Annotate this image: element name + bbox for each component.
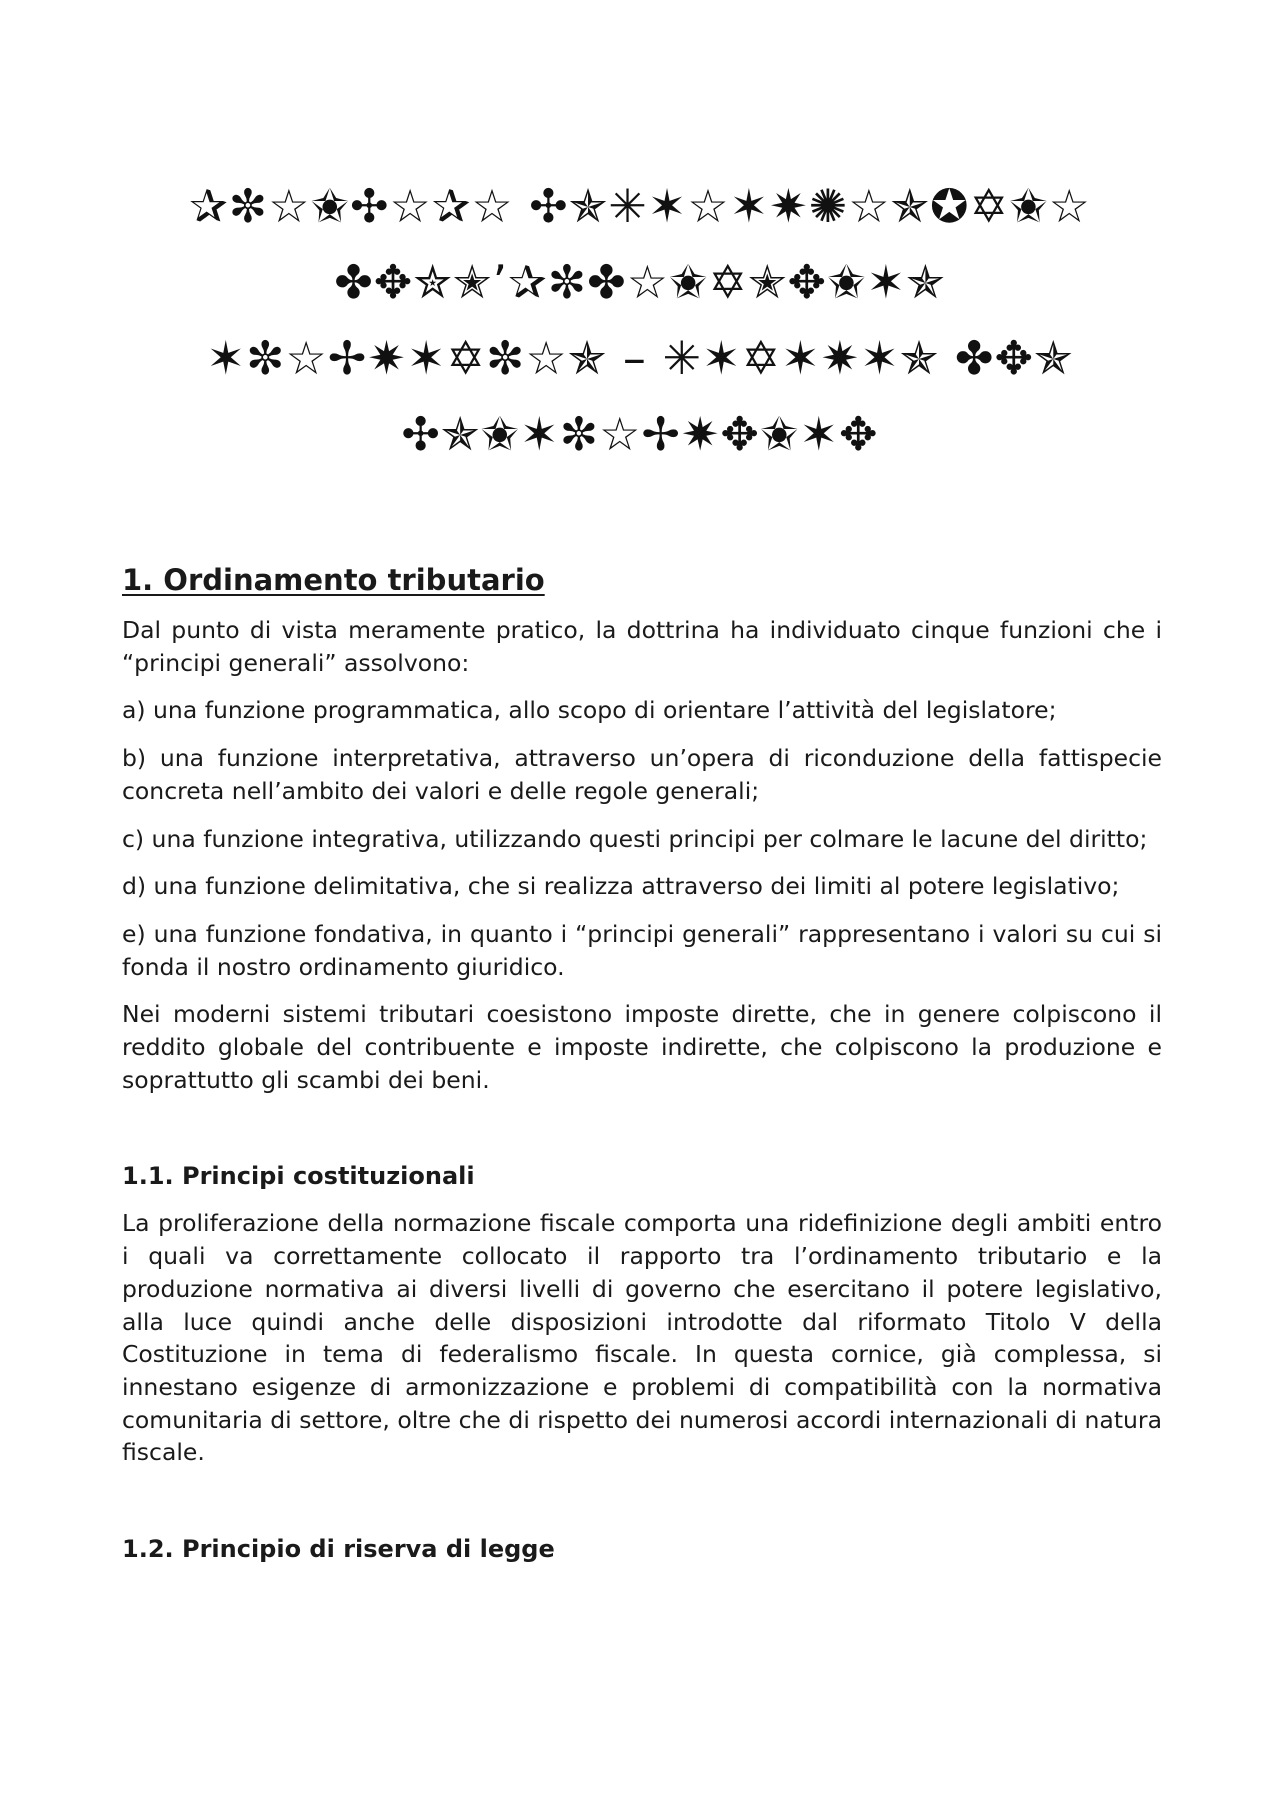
paragraph: Dal punto di vista meramente pratico, la dottrina ha individuato cinque funzioni che i “principi generali” assolvono: [122,616,1162,677]
paragraph-list-item-d: d) una funzione delimitativa, che si realizza attraverso dei limiti al potere legislativo; [122,872,1120,901]
paragraph-list-item-a: a) una funzione programmatica, allo scopo di orientare l’attività del legislatore; [122,696,1057,725]
title-line: ✰✼☆✬✣☆✰☆ ✣✯✳✶☆✶✷✺☆✯✪✡✬☆ [189,179,1091,233]
subsection-heading-principi-costituzionali: 1.1. Principi costituzionali [122,1162,475,1191]
subsection-heading-riserva-di-legge: 1.2. Principio di riserva di legge [122,1535,555,1564]
document-body [122,560,1162,1580]
paragraph: La proliferazione della normazione fiscale comporta una ridefinizione degli ambiti entro i quali va correttamente collocato il rapporto tra l’ordinamento tributario e la produzione normativa ai diversi livelli di governo che esercitano il potere legislativo, alla luce quindi anche delle disposizioni introdotte dal riformato Titolo V della Costituzione in tema di federalismo fiscale. In questa cornice, già complessa, si innestano esigenze di armonizzazione e problemi di compatibilità con la normativa comunitaria di settore, oltre che di rispetto dei numerosi accordi internazionali di natura fiscale. [122,1209,1162,1467]
title-line: ✤✥✮✭’✰✼✤☆✬✡✭✥✬✶✯ [334,255,946,309]
title-line: ✶✼☆✢✷✶✡✼☆✯ – ✳✶✡✶✷✶✯ ✤✥✯ [206,331,1074,385]
paragraph: Nei moderni sistemi tributari coesistono imposte dirette, che in genere colpiscono il reddito globale del contribuente e imposte indirette, che colpiscono la produzione e soprattutto gli scambi dei beni. [122,1000,1162,1094]
section-spacer [122,1484,1162,1532]
section-spacer [122,1111,1162,1159]
paragraph-list-item-b: b) una funzione interpretativa, attraverso un’opera di riconduzione della fattispecie concreta nell’ambito dei valori e delle regole generali; [122,744,1162,805]
paragraph-list-item-e: e) una funzione fondativa, in quanto i “principi generali” rappresentano i valori su cui si fonda il nostro ordinamento giuridico. [122,919,1162,981]
title-line: ✣✯✬✶✼☆✢✷✥✬✶✥ [401,407,879,461]
document-title-symbol-font [150,168,1130,472]
section-heading-ordinamento-tributario: 1. Ordinamento tributario [122,563,545,597]
paragraph-list-item-c: c) una funzione integrativa, utilizzando questi principi per colmare le lacune del diritto; [122,824,1148,853]
